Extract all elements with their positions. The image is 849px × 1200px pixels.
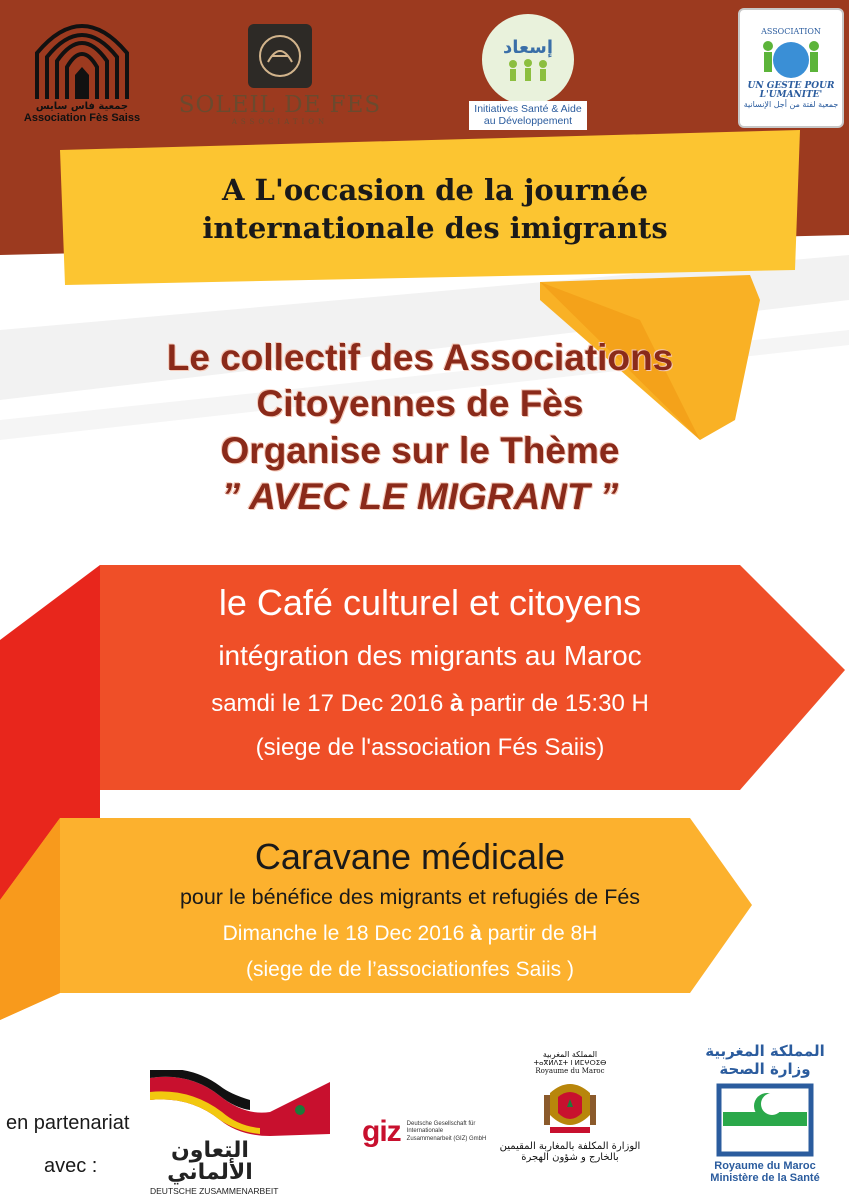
mre-ar-1: الوزارة المكلفة بالمغاربة المقيمين: [499, 1141, 641, 1152]
calligraphy-icon: [248, 24, 312, 88]
mre-ar-top: المملكة المغربية: [542, 1050, 598, 1059]
cafe-date-prefix: samdi le 17 Dec 2016: [211, 690, 450, 717]
isaad-ar: إسعاد: [502, 36, 554, 58]
giz-ar-1: التعاون: [171, 1138, 249, 1163]
cafe-subtitle: intégration des migrants au Maroc: [218, 640, 642, 671]
cafe-event: [100, 580, 760, 768]
giz-de: DEUTSCHE ZUSAMMENARBEIT: [150, 1186, 279, 1196]
caravan-date: [80, 917, 740, 951]
caravan-subtitle: pour le bénéfice des migrants et refugiés de Fés: [179, 885, 641, 909]
health-fr-2: Ministère de la Santé: [710, 1172, 820, 1184]
health-crescent-icon: [715, 1082, 815, 1158]
health-fr-1: Royaume du Maroc: [714, 1160, 816, 1172]
un-geste-text: UN GESTE POUR L'UMANITE': [747, 80, 835, 100]
un-geste-top: ASSOCIATION: [761, 26, 821, 36]
isaad-text: Initiatives Santé & Aide au Développement: [474, 102, 582, 128]
soleil-title: SOLEIL DE FES: [178, 92, 382, 118]
arch-icon: [27, 13, 137, 99]
logo-fes-saiss-text: Association Fès Saiss: [23, 111, 141, 124]
logo-isaad: [468, 14, 588, 130]
logo-fes-saiss-ar: جمعية فاس سايس: [35, 100, 129, 112]
logo-giz: [362, 1112, 502, 1152]
soleil-sub: ASSOCIATION: [231, 118, 329, 126]
flag-ribbon-icon: [150, 1070, 340, 1140]
partner-with-label: avec :: [44, 1155, 98, 1177]
logo-deutsche-zusammenarbeit: [150, 1070, 340, 1195]
organizer-line-3: Organise sur le Thème: [220, 429, 620, 471]
logo-soleil-de-fes: [170, 20, 390, 130]
title-line-2: internationale des imigrants: [202, 211, 668, 245]
un-geste-ar: جمعية لفتة من أجل الإنسانية: [743, 100, 839, 110]
giz-ar-2: الألماني: [167, 1160, 253, 1185]
giz-mark: giz: [362, 1115, 401, 1148]
cafe-date: [100, 684, 760, 724]
cafe-place: (siege de l'association Fés Saiis): [255, 734, 605, 761]
giz-desc: Deutsche Gesellschaft für Internationale Zusammenarbeit (GIZ) GmbH: [406, 1121, 487, 1142]
health-ar-1: المملكة المغربية: [705, 1042, 825, 1060]
globe-people-icon: [758, 36, 824, 82]
moroccan-coat-of-arms-icon: [540, 1075, 600, 1137]
cafe-date-a: à: [450, 690, 464, 717]
caravan-date-a: à: [470, 922, 482, 945]
title-line-1: A L'occasion de la journée: [221, 173, 649, 208]
caravan-date-suffix: partir de 8H: [481, 922, 598, 945]
event-title: [60, 140, 810, 280]
isaad-circle-icon: [482, 14, 574, 105]
caravan-place: (siege de de l’associationfes Saiis ): [245, 958, 574, 981]
organizer-line-2: Citoyennes de Fès: [256, 383, 584, 425]
logo-un-geste: [738, 8, 844, 128]
organizer-line-4: ” AVEC LE MIGRANT ”: [221, 475, 619, 517]
mre-tif: ⵜⴰⴳⵍⴷⵉⵜ ⵏ ⵍⵎⵖⵔⵉⴱ: [533, 1059, 607, 1067]
logo-ministry-health: [690, 1042, 840, 1198]
organizer-block: [40, 335, 800, 520]
mre-fr: Royaume du Maroc: [535, 1067, 605, 1075]
caravan-date-prefix: Dimanche le 18 Dec 2016: [222, 922, 471, 945]
logo-association-fes-saiss: [12, 6, 152, 130]
organizer-line-1: Le collectif des Associations: [166, 337, 674, 378]
caravan-event: [80, 833, 740, 987]
mre-ar-2: بالخارج و شؤون الهجرة: [521, 1152, 619, 1163]
cafe-date-suffix: partir de 15:30 H: [463, 690, 649, 717]
caravan-title: Caravane médicale: [254, 836, 566, 877]
cafe-title: le Café culturel et citoyens: [218, 582, 642, 623]
logo-ministry-mre: [490, 1050, 650, 1198]
partner-label: en partenariat: [6, 1112, 130, 1134]
health-ar-2: وزارة الصحة: [719, 1060, 811, 1078]
